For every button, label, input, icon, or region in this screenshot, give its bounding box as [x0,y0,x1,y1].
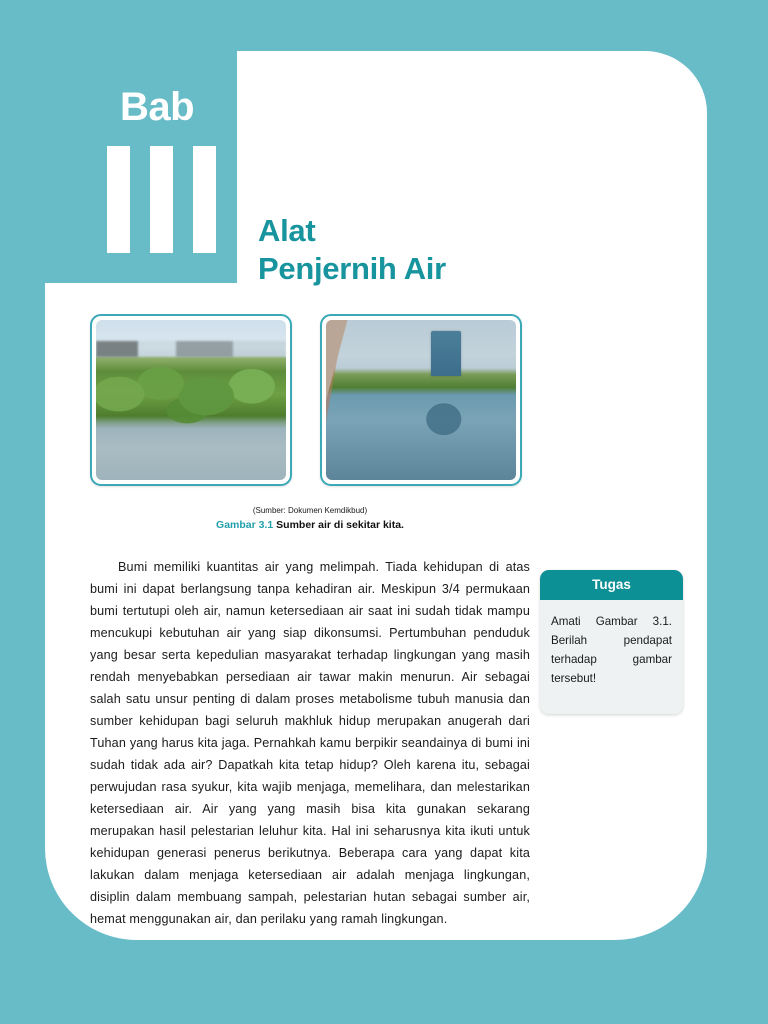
body-paragraph: Bumi memiliki kuantitas air yang melimpah. Tiada kehidupan di atas bumi ini dapat berlangsung tanpa kehadiran air. Meskipun 3/4 permukaan bumi tertutupi oleh air, namun ketersediaan air saat ini sudah tidak mampu mencukupi kebutuhan air yang siap dikonsumsi. Pertumbuhan penduduk yang besar serta kepedulian masyarakat terhadap lingkungan yang masih rendah menyebabkan persediaan air tawar makin menurun. Air sebagai salah satu unsur penting di dalam proses metabolisme tubuh manusia dan sumber kehidupan bagi seluruh makhluk hidup merupakan anugerah dari Tuhan yang harus kita jaga. Pernahkah kamu berpikir seandainya di bumi ini sudah tidak ada air? Dapatkah kita tetap hidup? Oleh karena itu, sebagai perwujudan rasa syukur, kita wajib menjaga, memelihara, dan melestarikan ketersediaan air. Air yang yang masih bisa kita gunakan sekarang merupakan hasil pelestarian leluhur kita. Hal ini seharusnya kita ikuti untuk kehidupan generasi penerus berikutnya. Beberapa cara yang dapat kita lakukan dalam menjaga ketersediaan air adalah menjaga lingkungan, disiplin dalam membuang sampah, pelestarian hutan sebagai sumber air, hemat menggunakan air, dan perilaku yang ramah lingkungan. [90,560,530,926]
chapter-title-line-2: Penjernih Air [258,251,446,287]
figure-caption-line [90,517,530,534]
numeral-bar-2 [150,146,173,253]
photo-frame-left [90,314,292,486]
figure-number-label: Gambar 3.1 [216,519,274,531]
tugas-box [540,570,683,714]
canal-skyscraper-photo [326,320,516,480]
photo-frame-right [320,314,522,486]
figure-source-text: (Sumber: Dokumen Kemdikbud) [252,506,368,515]
numeral-bar-1 [107,146,130,253]
river-vegetation-photo [96,320,286,480]
tugas-body-text: Amati Gambar 3.1. Berilah pendapat terhadap gambar tersebut! [551,615,672,685]
numeral-bar-3 [193,146,216,253]
figure-caption-block [90,505,530,534]
chapter-title [258,212,446,289]
chapter-banner [0,51,237,283]
figure-photo-group [90,314,522,486]
chapter-numeral-three [107,146,216,253]
chapter-word-label: Bab [120,85,195,129]
figure-caption-text: Sumber air di sekitar kita. [273,519,404,531]
chapter-title-line-1: Alat [258,213,316,248]
tugas-heading: Tugas [540,570,683,600]
